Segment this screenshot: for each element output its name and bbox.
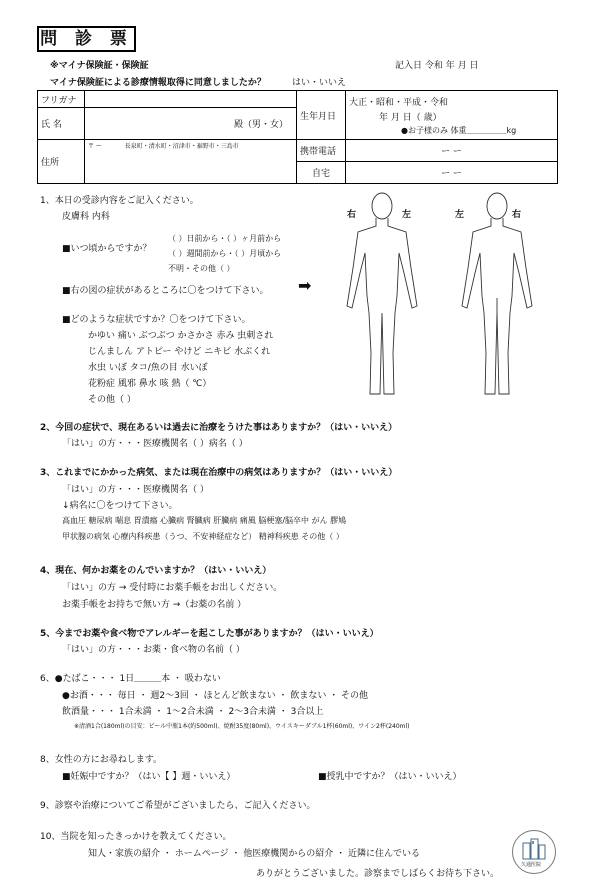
q4-heading: 4、現在、何かお薬をのんでいますか？（はい・いいえ）: [40, 566, 272, 576]
q1-departments[interactable]: 皮膚科 内科: [62, 212, 110, 222]
q10-heading: 10、当院を知ったきっかけを教えてください。: [40, 832, 232, 842]
q1-since-row3[interactable]: 不明・その他（ ）: [168, 264, 235, 273]
clinic-logo: [512, 830, 556, 874]
name-field[interactable]: [85, 108, 297, 140]
q4-line1: 「はい」の方 → 受付時にお薬手帳をお出しください。: [62, 583, 283, 593]
insurance-note: ※マイナ保険証・保険証: [50, 61, 149, 71]
q1-heading: 1、本日の受診内容をご記入ください。: [40, 196, 199, 206]
q1-symptom-line[interactable]: かゆい 痛い ぶつぶつ かさかさ 赤み 虫刺され: [88, 331, 274, 341]
address-prefix: 〒 ー: [88, 143, 102, 150]
arrow-right-icon: ➡: [298, 276, 312, 295]
address-field[interactable]: [85, 140, 297, 184]
q1-symptom-label: ■どのような症状ですか？〇をつけて下さい。: [62, 315, 251, 325]
q1-symptom-line[interactable]: 水虫 いぼ タコ/魚の目 水いぼ: [88, 363, 208, 373]
page-title: 問 診 票: [37, 26, 136, 52]
label-right-front: 右: [347, 210, 357, 220]
consent-question: マイナ保険証による診療情報取得に同意しましたか？: [50, 78, 266, 88]
q3-instruction: ↓病名に〇をつけて下さい。: [62, 501, 178, 511]
home-label: 自宅: [297, 162, 346, 184]
birthdate-label: 生年月日: [297, 91, 346, 140]
home-field[interactable]: [346, 162, 558, 184]
date-label[interactable]: 記入日 令和 年 月 日: [395, 61, 479, 71]
q9-heading: 9、診察や治療についてご希望がございましたら、ご記入ください。: [40, 801, 316, 811]
q8-heading: 8、女性の方にお尋ねします。: [40, 755, 163, 765]
furigana-field[interactable]: [85, 91, 297, 108]
q10-options[interactable]: 知人・家族の紹介 ・ ホームページ ・ 他医療機関からの紹介 ・ 近隣に住んでいる: [88, 849, 420, 859]
q6-alcohol[interactable]: ●お酒・・・ 毎日 ・ 週2〜3回 ・ ほとんど飲まない ・ 飲まない ・ その他: [62, 691, 369, 701]
q8-pregnant[interactable]: ■妊娠中ですか？（はい【 】週・いいえ）: [62, 772, 236, 782]
logo-text: 久通医院: [521, 862, 542, 868]
front-body-figure: [347, 193, 417, 394]
label-right-back: 右: [512, 210, 522, 220]
q1-since-label: ■いつ頃からですか？: [62, 244, 152, 254]
label-left-front: 左: [402, 210, 412, 220]
back-body-figure: [462, 193, 532, 394]
q5-detail[interactable]: 「はい」の方・・・お薬・食べ物の名前（ ）: [62, 645, 245, 655]
q1-since-row2[interactable]: （ ）週間前から・（ ）月頃から: [168, 249, 282, 258]
label-left-back: 左: [455, 210, 465, 220]
birthdate-field[interactable]: [346, 91, 558, 140]
q3-detail[interactable]: 「はい」の方・・・医療機関名（ ）: [62, 485, 209, 495]
q1-since-row1[interactable]: （ ）日前から・（ ）ヶ月前から: [168, 234, 282, 243]
q8-nursing[interactable]: ■授乳中ですか？（はい・いいえ）: [318, 772, 462, 782]
date-fields: 年 月 日（ 歳）: [379, 112, 442, 123]
mobile-field[interactable]: [346, 140, 558, 162]
q6-note: ※清酒1合(180ml)の目安：ビール中瓶1本(約500ml)、焼酎35度(80ml)、ウイスキーダブル1杯(60ml)、ワイン2杯(240ml): [74, 723, 410, 730]
address-label: 住所: [38, 140, 85, 184]
name-suffix: 殿（男・女）: [233, 120, 288, 130]
furigana-label: フリガナ: [38, 91, 85, 108]
q2-detail[interactable]: 「はい」の方・・・医療機関名（ ）病名（ ）: [62, 439, 248, 449]
mobile-dash: ー ー: [441, 147, 462, 157]
home-dash: ー ー: [441, 169, 462, 179]
q6-tobacco[interactable]: 6、●たばこ・・・ 1日＿＿＿本 ・ 吸わない: [40, 674, 221, 684]
body-diagram[interactable]: [345, 188, 545, 403]
q1-diagram-instruction: ■右の図の症状があるところに〇をつけて下さい。: [62, 286, 269, 296]
name-label: 氏 名: [38, 108, 85, 140]
q1-symptom-line[interactable]: 花粉症 風邪 鼻水 咳 熱（ ℃）: [88, 379, 212, 389]
q4-line2[interactable]: お薬手帳をお持ちで無い方 →（お薬の名前 ）: [62, 600, 247, 610]
q3-disease-line2[interactable]: 甲状腺の病気 心療内科疾患（うつ、不安神経症など） 精神科疾患 その他（ ）: [62, 532, 344, 541]
q3-heading: 3、これまでにかかった病気、または現在治療中の病気はありますか？（はい・いいえ）: [40, 468, 398, 478]
patient-info-table: [37, 90, 558, 184]
q1-symptom-line[interactable]: じんましん アトピー やけど ニキビ 水ぶくれ: [88, 347, 271, 357]
q5-heading: 5、今までお薬や食べ物でアレルギーを起こした事がありますか？（はい・いいえ）: [40, 629, 379, 639]
q2-heading: 2、今回の症状で、現在あるいは過去に治療をうけた事はありますか？（はい・いいえ）: [40, 423, 398, 433]
address-cities: 長泉町・清水町・沼津市・裾野市・三島市: [124, 143, 239, 150]
thanks-message: ありがとうございました。診察までしばらくお待ち下さい。: [256, 869, 500, 879]
consent-options[interactable]: はい・いいえ: [292, 78, 347, 88]
mobile-label: 携帯電話: [297, 140, 346, 162]
q3-disease-line1[interactable]: 高血圧 糖尿病 喘息 胃潰瘍 心臓病 腎臓病 肝臓病 痛風 脳梗塞/脳卒中 がん 膠鳩: [62, 516, 347, 525]
q6-amount[interactable]: 飲酒量・・・ 1合未満 ・ 1〜2合未満 ・ 2〜3合未満 ・ 3合以上: [62, 707, 324, 717]
q1-symptom-line[interactable]: その他（ ）: [88, 395, 136, 405]
child-weight: ●お子様のみ 体重＿＿＿＿＿kg: [401, 125, 517, 135]
era-options: 大正・昭和・平成・令和: [349, 97, 449, 108]
